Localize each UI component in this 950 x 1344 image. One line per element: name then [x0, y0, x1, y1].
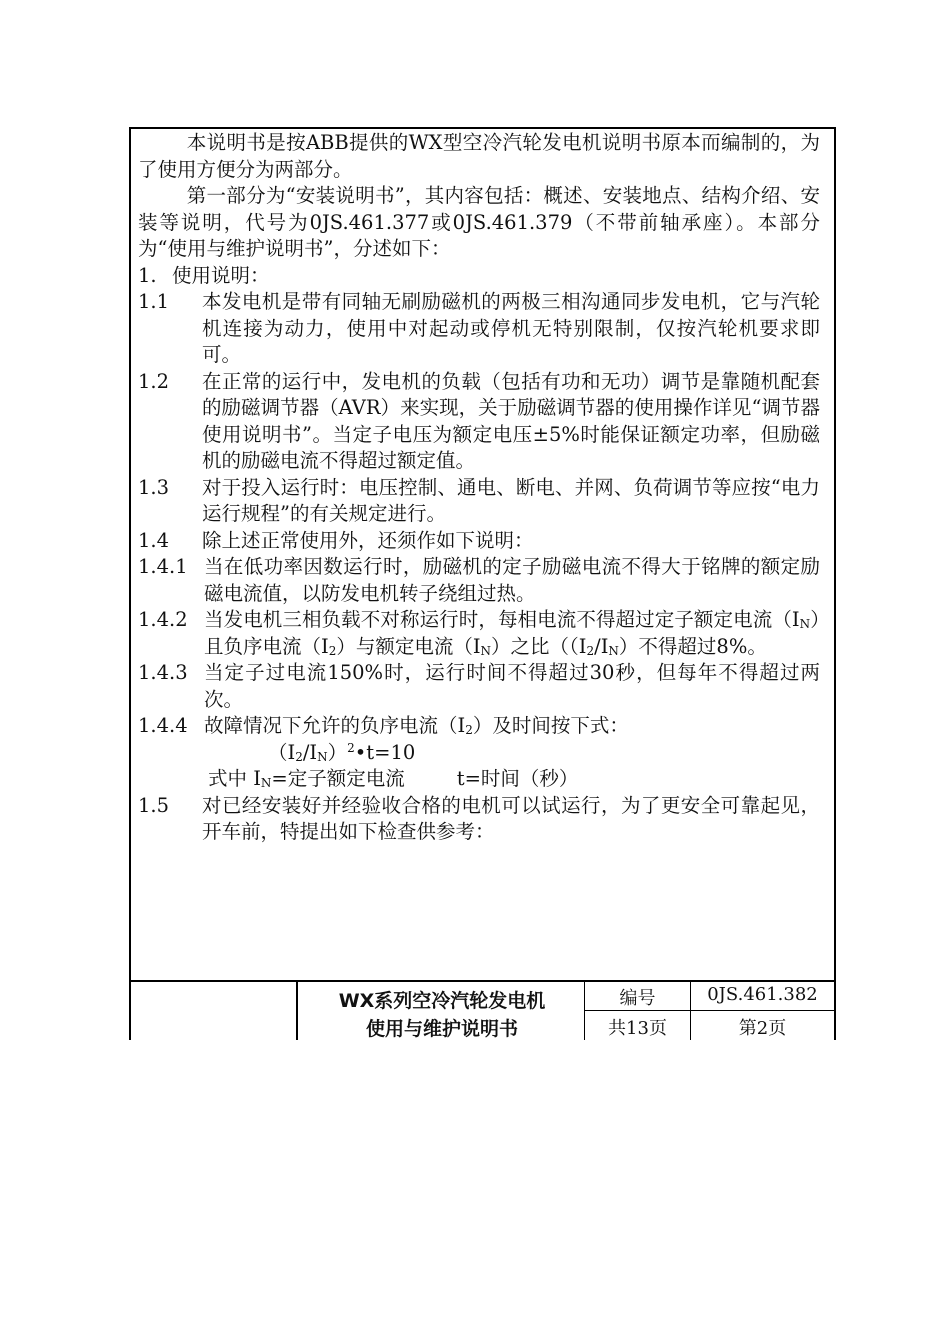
section-number: 1.4.1	[138, 555, 188, 578]
subscript: N	[480, 643, 492, 658]
section-text: 当在低功率因数运行时，励磁机的定子励磁电流不得大于铭牌的额定励磁电流值，以防发电机转子绕组过热。	[204, 555, 820, 605]
text-run: •t=10	[354, 740, 416, 764]
section-1-2	[138, 369, 820, 475]
text-run: 式中 I	[208, 767, 261, 790]
section-1-4	[138, 528, 820, 555]
subscript: 2	[328, 643, 337, 658]
title-block-divider	[296, 980, 298, 1040]
section-text	[204, 607, 820, 660]
text-run: t=时间（秒）	[456, 767, 579, 790]
subscript: N	[799, 617, 811, 631]
title-block-mid-rule	[584, 1010, 836, 1011]
section-number: 1.4.3	[138, 661, 188, 684]
document-title-line-1: WX系列空冷汽轮发电机	[338, 990, 546, 1012]
text-run: 当发电机三相负载不对称运行时，每相电流不得超过定子额定电流（I	[204, 608, 800, 631]
formula-legend	[138, 766, 820, 793]
text-run: /I	[594, 634, 609, 658]
section-number: 1.	[138, 263, 157, 287]
text-run: ）且负序电流（I	[204, 608, 820, 658]
document-title-line-2: 使用与维护说明书	[365, 1018, 518, 1040]
section-number: 1.4	[138, 528, 170, 552]
superscript: 2	[347, 740, 355, 755]
section-number: 1.1	[138, 290, 170, 313]
text-run: ）及时间按下式：	[472, 714, 629, 737]
code-label: 编号	[619, 988, 656, 1009]
text-run: /I	[302, 740, 318, 764]
page-number: 第2页	[738, 1018, 787, 1039]
section-text: 本发电机是带有同轴无刷励磁机的两极三相沟通同步发电机，它与汽轮机连接为动力，使用中对起动或停机无特别限制，仅按汽轮机要求即可。	[202, 290, 820, 366]
title-block	[129, 980, 836, 1040]
text-run: （I	[268, 740, 296, 764]
section-1-3	[138, 475, 820, 528]
document-body	[138, 130, 820, 846]
section-1-4-4	[138, 713, 820, 740]
text-run: ）不得超过8%。	[618, 634, 767, 658]
text-run: ）	[327, 740, 348, 764]
section-1-4-2	[138, 607, 820, 660]
subscript: N	[608, 643, 619, 658]
text-run: =定子额定电流	[271, 767, 405, 790]
code-value: 0JS.461.382	[707, 984, 818, 1005]
section-text: 对于投入运行时：电压控制、通电、断电、并网、负荷调节等应按“电力运行规程”的有关规定进行。	[202, 475, 820, 525]
section-number: 1.4.2	[138, 608, 188, 631]
section-1-4-3	[138, 660, 820, 713]
section-number: 1.5	[138, 793, 170, 817]
subscript: 2	[586, 643, 595, 658]
section-1-1	[138, 289, 820, 369]
text-run: 故障情况下允许的负序电流（I	[204, 714, 466, 737]
section-number: 1.3	[138, 475, 170, 499]
intro-paragraph-2: 第一部分为“安装说明书”，其内容包括：概述、安装地点、结构介绍、安装等说明，代号为0JS.461.377或0JS.461.379（不带前轴承座）。本部分为“使用与维护说明书”，分述如下：	[138, 184, 820, 260]
text-run: ）与额定电流（I	[336, 634, 481, 658]
text-run: ）之比（（I	[491, 634, 587, 658]
subscript: N	[317, 749, 328, 764]
title-block-top-rule	[129, 980, 836, 982]
intro-paragraph-1: 本说明书是按ABB提供的WX型空冷汽轮发电机说明书原本而编制的，为了使用方便分为两部分。	[138, 131, 820, 181]
section-text: 使用说明：	[172, 263, 270, 287]
section-text: 除上述正常使用外，还须作如下说明：	[202, 528, 534, 552]
total-pages: 共13页	[608, 1018, 667, 1039]
subscript: 2	[295, 749, 303, 764]
section-number: 1.4.4	[138, 714, 188, 737]
section-text: 对已经安装好并经验收合格的电机可以试运行，为了更安全可靠起见，开车前，特提出如下检查供参考：	[202, 793, 820, 843]
section-1-4-1	[138, 554, 820, 607]
section-1	[138, 263, 820, 290]
section-1-5	[138, 793, 820, 846]
section-text: 在正常的运行中，发电机的负载（包括有功和无功）调节是靠随机配套的励磁调节器（AVR）来实现，关于励磁调节器的使用操作详见“调节器使用说明书”。当定子电压为额定电压±5%时能保证额定功率，但励磁机的励磁电流不得超过额定值。	[202, 369, 820, 472]
section-number: 1.2	[138, 369, 170, 393]
formula	[138, 740, 820, 767]
subscript: 2	[465, 723, 473, 737]
subscript: N	[260, 776, 272, 790]
section-text: 当定子过电流150%时，运行时间不得超过30秒，但每年不得超过两次。	[204, 661, 820, 711]
section-text	[204, 713, 820, 740]
